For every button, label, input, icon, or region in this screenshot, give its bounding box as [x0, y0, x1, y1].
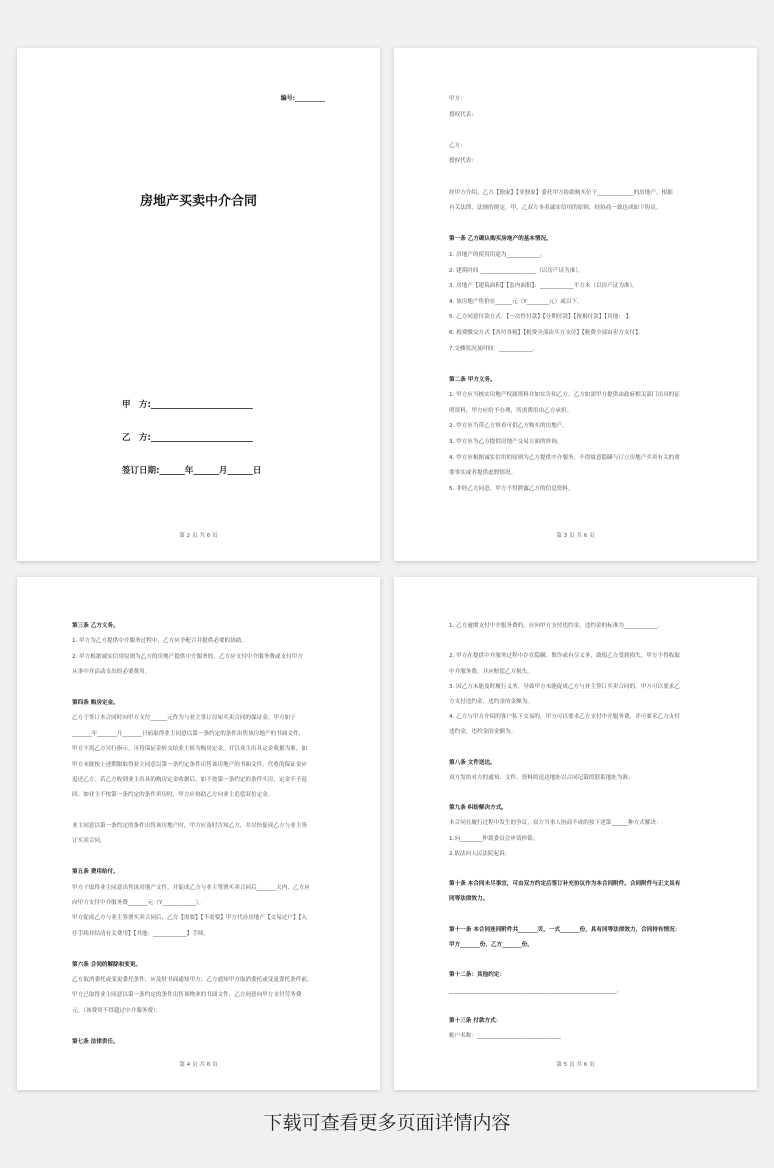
clause-heading: 第六条 合同的解除和变更。 — [72, 961, 142, 968]
clause-text — [449, 634, 727, 649]
clause-text: 违约金，违约金的金额为。 — [449, 729, 517, 736]
clause-text: 7.交楼状况及时间：____________。 — [449, 345, 539, 352]
clause-heading: 甲方_______份，乙方_______份。 — [449, 941, 533, 948]
clause-text: 2. 甲方在提供中介服务过程中存在隐瞒、欺诈或有尽义务，致使乙方受到损失，甲方不得收取 — [449, 653, 680, 660]
clause-text: 6. 税费缴交方式【各付各税】【税费全部由买方支付】【税费全部由卖方支付】。 — [449, 329, 644, 336]
clause-text: 授权代表: — [449, 111, 474, 118]
clause-text: 回。如业主不按第一条约定的条件卖房时，甲方应协助乙方向业主追偿双倍定金。 — [72, 792, 274, 799]
clause-text — [449, 741, 727, 756]
clause-text — [449, 123, 727, 139]
clause-text: _______年_______月_______日前取得业主同意以第一条约定的条件出售该房地产的书面文件， — [72, 730, 305, 737]
clause-text: 1. 甲方为乙方提供中介服务过程中，乙方应予配合并提供必要的协助。 — [72, 638, 247, 645]
clause-text: 2. 甲方应当带乙方察看可供乙方购买的房地产。 — [449, 423, 568, 430]
clause-text: 住手续并结清有关费用】【其他：____________】手续。 — [72, 930, 210, 937]
clause-text: 甲方促成乙方与业主签署买卖合同后，乙方【需要】【不需要】甲方代办房地产【交易过户】【入 — [72, 915, 307, 922]
clause-text: 4. 该房地产售价在______元（Y________元）或以下。 — [449, 298, 583, 305]
clause-heading: 第一条 乙方确认购买房地产的基本情况。 — [449, 236, 552, 243]
page-body — [449, 619, 727, 1044]
clause-text — [449, 953, 727, 968]
clause-text: 双方发给对方的通知、文件、资料的送达地址以合同记载的联系地址为准。 — [449, 774, 634, 781]
clause-text — [72, 850, 350, 865]
clause-text — [72, 1019, 350, 1034]
clause-text: 从事中介活动支出的必要费用。 — [72, 669, 151, 676]
clause-text: 2. 建筑时间 ____________________（以房产证为准）。 — [449, 267, 584, 274]
party-b-field: 乙 方:________________________ — [122, 433, 253, 443]
clause-text: 1. 甲方应当核实房地产权属资料并如实告知乙方，乙方如需甲方提供由政府相关部门出具的证 — [449, 392, 680, 399]
clause-text: 订买卖合同。 — [72, 838, 106, 845]
clause-text — [72, 942, 350, 957]
contract-page-3 — [17, 577, 380, 1090]
clause-text: 向甲方支付中介服务费_______元（Y____________）。 — [72, 900, 205, 907]
clause-text: 甲方不需乙方另行指示，可将保证金转交给业主转为购房定金，并以业主出具定金收据为准。如 — [72, 746, 307, 753]
clause-heading: 第五条 费用给付。 — [72, 869, 119, 876]
clause-text: 经甲方介绍，乙方【独家】【非独家】委托甲方协助购买位于_____________的房地产，根据 — [449, 189, 673, 196]
clause-heading: 同等法律效力。 — [449, 896, 489, 903]
download-prompt: 下载可查看更多页面详情内容 — [263, 1112, 511, 1134]
clause-text — [449, 999, 727, 1014]
clause-text: 2.依法向人民法院起诉。 — [449, 850, 511, 857]
clause-text: 业主同意以第一条约定的条件出售该房地产时，甲方应及时告知乙方，并尽快促成乙方与业主签 — [72, 823, 307, 830]
clause-text: 5. 乙方同意付款方式：【一次性付款】【分期付款】【按揭付款】【其他： 】。 — [449, 314, 635, 321]
page-number: 第 3 页 共 6 页 — [556, 533, 595, 539]
clause-heading: 第十三条 付款方式： — [449, 1017, 502, 1024]
clause-text: 1. 乙方逾期支付中介服务费的，应向甲方支付违约金，违约金的标准为____________。 — [449, 623, 664, 629]
clause-text: 帐户名称：______________________________ — [449, 1033, 561, 1040]
clause-text — [449, 217, 727, 233]
clause-heading: 第九条 纠纷解决方式。 — [449, 805, 507, 812]
page-number: 第 2 页 共 6 页 — [179, 533, 218, 539]
page-body — [72, 619, 350, 1050]
clause-text: 5. 非经乙方同意，甲方不得泄露乙方的信息资料。 — [449, 485, 574, 492]
clause-heading: 第十一条 本合同连同附件共_______页，一式_______份，具有同等法律效力，合同持有情况： — [449, 926, 681, 933]
clause-text: ____________________________________________________________。 — [449, 987, 623, 994]
clause-text: 4. 甲方应根据诚实信用的原则为乙方提供中介服务，不得故意隐瞒与订立房地产买卖有关的重 — [449, 454, 680, 461]
contract-page-2 — [394, 48, 757, 561]
clause-text — [449, 908, 727, 923]
sign-date-field: 签订日期:______年______月______日 — [122, 466, 262, 476]
clause-heading: 第四条 购房定金。 — [72, 699, 119, 706]
clause-text: 甲方: — [449, 96, 463, 102]
clause-text: 要事实或者提供虚假情况。 — [449, 470, 517, 477]
clause-text: 授权代表: — [449, 158, 474, 165]
clause-heading: 第三条 乙方义务。 — [72, 623, 119, 629]
clause-text: 3. 甲方应为乙方提供房地产交易方面的咨询。 — [449, 439, 563, 446]
clause-text — [449, 170, 727, 186]
clause-text: 乙方取消委托或变更委托条件，应及时书面通知甲方；乙方通知甲方取消委托或变更委托条件前， — [72, 976, 313, 983]
clause-text: 乙方: — [449, 142, 463, 149]
clause-text: 甲方已取得业主同意以第一条约定的条件出售该物业的书面文件，乙方同意向甲方支付劳务费 — [72, 992, 302, 999]
clause-heading: 第十二条：其他约定： — [449, 972, 505, 979]
clause-heading: 第七条 法律责任。 — [72, 1038, 119, 1045]
contract-page-cover — [17, 48, 380, 561]
contract-number-label: 编号:__________ — [280, 95, 325, 102]
clause-text: 方支付违约金，违约金的金额为。 — [449, 698, 533, 705]
clause-heading: 第八条 文件送达。 — [449, 759, 496, 766]
clause-text — [449, 862, 727, 877]
clause-text: 1.向________仲裁委员会申请仲裁； — [449, 835, 539, 842]
page-body — [449, 92, 727, 497]
clause-text: 本合同在履行过程中发生的争议，双方当事人协商不成的按下述第______种方式解决： — [449, 820, 662, 827]
clause-text: 3. 因乙方未能及时履行义务，导致甲方未能促成乙方与业主签订买卖合同的，甲方可以要求乙 — [449, 683, 680, 690]
clause-text: 3. 房地产【建筑面积】【套内面积】：____________平方米（以房产证为准）。 — [449, 283, 638, 290]
clause-text: 明资料，甲方应给予办理，所需费用由乙方承担。 — [449, 407, 573, 414]
clause-heading: 第二条 甲方义务。 — [449, 376, 496, 383]
clause-heading: 第十条 本合同未尽事宜，可由双方约定后签订补充协议作为本合同附件。合同附件与正文具有 — [449, 881, 681, 888]
clause-text — [72, 681, 350, 696]
clause-text: 退还乙方。若乙方收到业主出具的购房定金收据后，如不按第一条约定的条件买房，定金不予退 — [72, 776, 307, 783]
clause-text: 有关法律、法规的规定，甲、乙双方本着诚实信用的原则，经协商一致达成如下协议。 — [449, 205, 662, 212]
contract-title: 房地产买卖中介合同 — [139, 194, 257, 209]
clause-text — [72, 804, 350, 819]
clause-text: 4. 乙方与甲方介绍的客户私下交易的，甲方可以要求乙方支付中介服务费，并可要求乙方支付 — [449, 714, 680, 721]
clause-text: 甲方未能按上述期限取得业主同意以第一条约定条件出售该房地产的书面文件，代收的保证金应 — [72, 761, 307, 768]
page-number: 第 5 页 共 6 页 — [556, 1062, 595, 1068]
contract-page-4 — [394, 577, 757, 1090]
clause-text: 1. 房地产的使用用途为____________。 — [449, 251, 546, 258]
clause-text: 2. 甲方根据诚实信用原则为乙方的房地产提供中介服务的，乙方应支付中介服务费或支付甲方 — [72, 653, 303, 660]
clause-text — [449, 786, 727, 801]
clause-text — [449, 357, 727, 373]
clause-text: 中介服务费，并应赔偿乙方损失。 — [449, 668, 533, 675]
party-a-field: 甲 方:________________________ — [122, 400, 253, 410]
clause-text: 元。（该费用不得超过中介服务费）。 — [72, 1007, 162, 1014]
page-number: 第 4 页 共 6 页 — [179, 1062, 218, 1068]
clause-text: 甲方于取得业主同意出售该房地产文件，并促成乙方与业主签署买卖合同后_______天内，乙方应 — [72, 884, 310, 891]
clause-text: 乙方于签订本合同时向甲方支付______元作为与业主签订房屋买卖合同的保证金。甲方如于 — [72, 715, 296, 722]
